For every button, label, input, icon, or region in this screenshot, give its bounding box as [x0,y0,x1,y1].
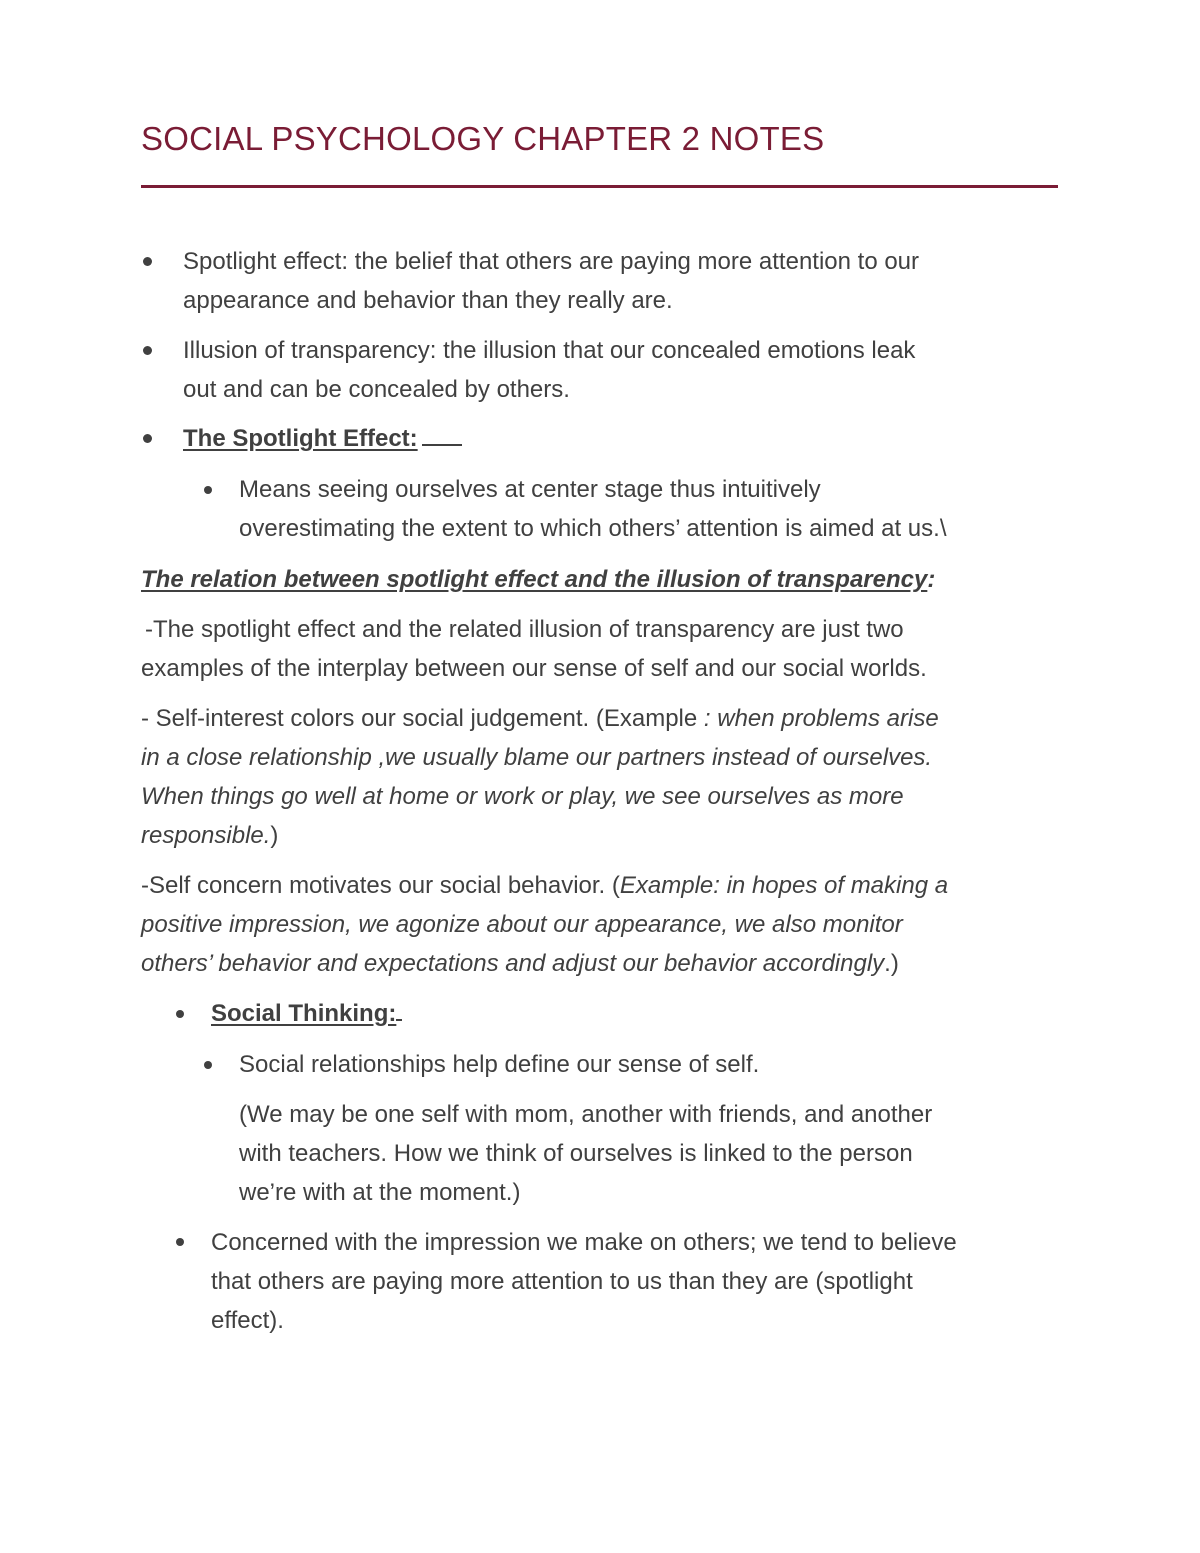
social-thinking-sub-bullet: Social relationships help define our sense of self. [239,1051,760,1078]
relation-heading-colon: : [927,566,936,593]
relation-p3-plain: -Self concern motivates our social behavior. ( [141,872,620,899]
heading-underline-blank [422,422,462,446]
sub-bullet-icon [204,1061,212,1069]
bullet-icon [143,257,152,266]
relation-p2-line4-italic: responsible. [141,822,271,849]
social-thinking-note-line1: (We may be one self with mom, another with friends, and another [239,1101,933,1128]
relation-p3-line3 [141,944,899,983]
bullet-icon [176,1010,184,1018]
relation-p2-line4-close: ) [270,822,279,849]
social-thinking-note-line3: we’re with at the moment.) [239,1179,521,1206]
relation-heading: The relation between spotlight effect and the illusion of transparency [141,566,928,593]
relation-p2-line4 [141,816,278,855]
social-thinking-heading-row [211,994,402,1033]
relation-p2-line3: When things go well at home or work or play, we see ourselves as more [141,783,904,810]
concern-line3: effect). [211,1307,284,1334]
heading-underline-blank [396,997,402,1021]
bullet-icon [143,434,152,443]
relation-p2-italic: : when problems arise [703,705,939,732]
relation-p3-line3-italic: others’ behavior and expectations and adjust our behavior accordingly [141,950,885,977]
spotlight-heading-row [183,419,462,458]
relation-p1-line2: examples of the interplay between our sense of self and our social worlds. [141,655,927,682]
page-title: SOCIAL PSYCHOLOGY CHAPTER 2 NOTES [141,120,825,157]
social-thinking-heading: Social Thinking: [211,1000,397,1027]
title-divider [141,185,1058,188]
bullet-spotlight-line2: appearance and behavior than they really are. [183,287,673,314]
bullet-icon [176,1238,184,1246]
relation-p2-plain: - Self-interest colors our social judgement. (Example [141,705,704,732]
spotlight-heading: The Spotlight Effect: [183,425,418,452]
social-thinking-note-line2: with teachers. How we think of ourselves is linked to the person [239,1140,913,1167]
means-line1: Means seeing ourselves at center stage thus intuitively [239,476,821,503]
relation-p1-line1: -The spotlight effect and the related illusion of transparency are just two [145,616,904,643]
bullet-illusion-line2: out and can be concealed by others. [183,376,570,403]
relation-p2-line2: in a close relationship ,we usually blame our partners instead of ourselves. [141,744,933,771]
relation-heading-row [141,560,935,599]
relation-p3-line1 [141,866,948,905]
relation-p3-line2: positive impression, we agonize about our appearance, we also monitor [141,911,903,938]
relation-p2-line1 [141,699,939,738]
means-line2: overestimating the extent to which others’ attention is aimed at us.\ [239,515,947,542]
concern-line2: that others are paying more attention to us than they are (spotlight [211,1268,913,1295]
relation-p3-line3-close: .) [884,950,899,977]
bullet-illusion-line1: Illusion of transparency: the illusion that our concealed emotions leak [183,337,916,364]
bullet-icon [143,346,152,355]
concern-line1: Concerned with the impression we make on others; we tend to believe [211,1229,957,1256]
sub-bullet-icon [204,486,212,494]
relation-p3-italic: Example: in hopes of making a [619,872,949,899]
bullet-spotlight-line1: Spotlight effect: the belief that others are paying more attention to our [183,248,920,275]
